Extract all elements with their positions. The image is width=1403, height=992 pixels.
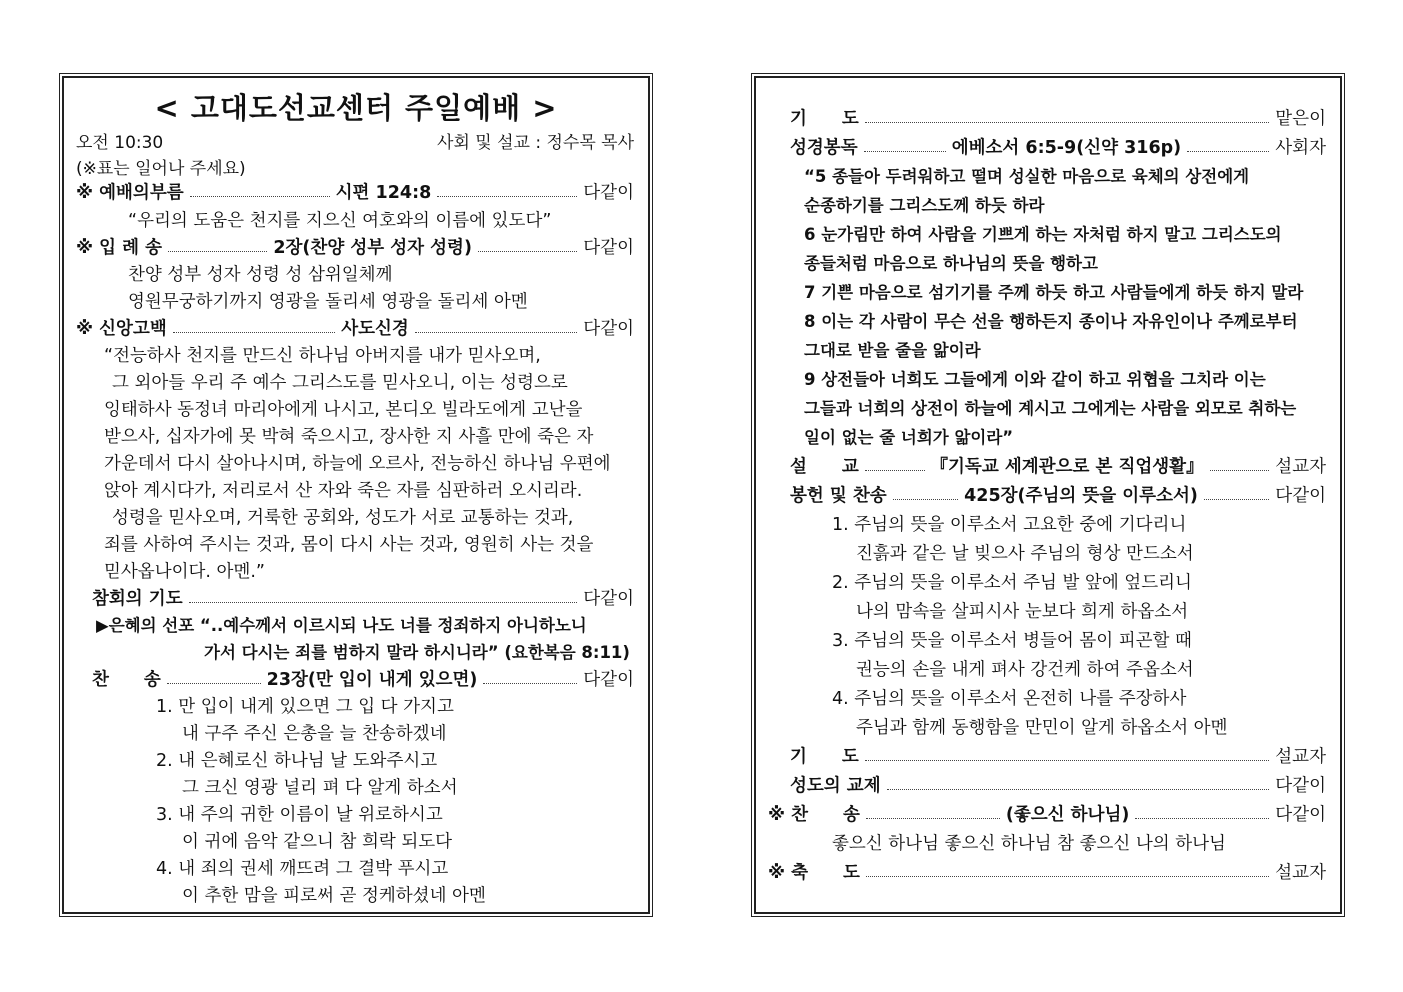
creed-line: 잉태하사 동정녀 마리아에게 나시고, 본디오 빌라도에게 고난을 xyxy=(104,400,583,420)
creed-line: 그 외아들 우리 주 예수 그리스도를 믿사오니, 이는 성령으로 xyxy=(112,373,568,393)
hymn-verse-cont: 진흙과 같은 날 빚으사 주님의 형상 만드소서 xyxy=(856,544,1194,564)
prayer-performer: 설교자 xyxy=(1275,747,1326,767)
creed-line: “전능하사 천지를 만드신 하나님 아버지를 내가 믿사오며, xyxy=(104,346,541,366)
hymn-title: 23장(만 입이 내게 있으면) xyxy=(266,670,478,690)
song-title: (좋으신 하나님) xyxy=(1005,805,1130,825)
scripture-line: 순종하기를 그리스도께 하듯 하라 xyxy=(804,196,1045,215)
call-performer: 다같이 xyxy=(583,183,634,203)
hymn-verse-cont: 주님과 함께 동행함을 만민이 알게 하옵소서 아멘 xyxy=(856,718,1228,738)
scripture-label: 성경봉독 xyxy=(790,138,858,158)
scripture-line: 7 기쁜 마음으로 섬기기를 주께 하듯 하고 사람들에게 하듯 하지 말라 xyxy=(804,283,1304,302)
sermon-label: 설 교 xyxy=(790,457,859,477)
hymn-performer: 다같이 xyxy=(583,670,634,690)
hymn-verse-cont: 권능의 손을 내게 펴사 강건케 하여 주옵소서 xyxy=(856,660,1194,680)
fellowship-row xyxy=(790,772,1326,800)
repent-label: 참회의 기도 xyxy=(92,589,183,609)
scripture-line: 6 눈가림만 하여 사람을 기쁘게 하는 자처럼 하지 말고 그리스도의 xyxy=(804,225,1282,244)
leader-dots xyxy=(415,332,577,333)
hymn-verse-cont: 내 구주 주신 은총을 늘 찬송하겠네 xyxy=(182,724,447,744)
hymn-verse: 2. 내 은혜로신 하나님 날 도와주시고 xyxy=(156,751,438,771)
leader-dots xyxy=(167,683,261,684)
creed-label: ※ 신앙고백 xyxy=(76,319,167,339)
song-performer: 다같이 xyxy=(1275,805,1327,825)
call-to-worship-row xyxy=(76,179,634,207)
service-leader: 사회 및 설교 : 정수목 목사 xyxy=(437,133,634,153)
repent-performer: 다같이 xyxy=(583,589,634,609)
leader-dots xyxy=(865,122,1269,123)
leader-dots xyxy=(189,602,578,603)
leader-dots xyxy=(865,760,1269,761)
scripture-line: “5 종들아 두려워하고 떨며 성실한 마음으로 육체의 상전에게 xyxy=(804,167,1250,186)
scripture-line: 9 상전들아 너희도 그들에게 이와 같이 하고 위협을 그치라 이는 xyxy=(804,370,1266,389)
leader-dots xyxy=(478,251,577,252)
closing-song-row xyxy=(768,801,1326,829)
call-label: ※ 예배의부름 xyxy=(76,183,184,203)
leader-dots xyxy=(1210,470,1270,471)
hymn-verse: 3. 내 주의 귀한 이름이 날 위로하시고 xyxy=(156,805,443,825)
leader-dots xyxy=(437,196,577,197)
offering-hymn-row xyxy=(790,482,1326,510)
offering-label: 봉헌 및 찬송 xyxy=(790,486,887,506)
scripture-line: 그대로 받을 줄을 앎이라 xyxy=(804,341,981,360)
leader-dots xyxy=(1135,818,1269,819)
creed-line: 가운데서 다시 살아나시며, 하늘에 오르사, 전능하신 하나님 우편에 xyxy=(104,454,611,474)
sermon-row xyxy=(790,453,1326,481)
scripture-line: 8 이는 각 사람이 무슨 선을 행하든지 종이나 자유인이나 주께로부터 xyxy=(804,312,1298,331)
benediction-label: ※ 축 도 xyxy=(768,863,860,883)
leader-dots xyxy=(865,470,925,471)
hymn-verse-cont: 이 추한 맘을 피로써 곧 정케하셨네 아멘 xyxy=(182,886,486,906)
leader-dots xyxy=(1187,151,1269,152)
creed-line: 받으사, 십자가에 못 박혀 죽으시고, 장사한 지 사흘 만에 죽은 자 xyxy=(104,427,594,447)
hymn-verse: 1. 만 입이 내게 있으면 그 입 다 가지고 xyxy=(156,697,454,717)
sermon-performer: 설교자 xyxy=(1275,457,1327,477)
benediction-row xyxy=(768,859,1326,887)
creed-line: 죄를 사하여 주시는 것과, 몸이 다시 사는 것과, 영원히 사는 것을 xyxy=(104,535,594,555)
leader-dots xyxy=(1204,499,1269,500)
entrance-hymn-title: 2장(찬양 성부 성자 성령) xyxy=(273,238,472,258)
entrance-performer: 다같이 xyxy=(583,238,634,258)
scripture-reading-row xyxy=(790,134,1326,162)
leader-dots xyxy=(887,789,1270,790)
leader-dots xyxy=(864,151,946,152)
creed-line: 성령을 믿사오며, 거룩한 공회와, 성도가 서로 교통하는 것과, xyxy=(112,508,574,528)
entrance-label: ※ 입 례 송 xyxy=(76,238,163,258)
creed-line: 앉아 계시다가, 저리로서 산 자와 죽은 자를 심판하러 오시리라. xyxy=(104,481,583,501)
entrance-hymn-row xyxy=(76,234,634,262)
lyric-line: 찬양 성부 성자 성령 성 삼위일체께 xyxy=(128,265,393,285)
prayer-row xyxy=(790,105,1326,133)
repentance-prayer-row xyxy=(92,585,634,613)
scripture-line: 일이 없는 줄 너희가 앎이라” xyxy=(804,428,1014,447)
hymn-label: 찬 송 xyxy=(92,670,161,690)
scripture-reference: 에베소서 6:5-9(신약 316p) xyxy=(951,138,1182,158)
benediction-performer: 설교자 xyxy=(1275,863,1326,883)
creed-row xyxy=(76,315,634,343)
hymn-verse: 1. 주님의 뜻을 이루소서 고요한 중에 기다리니 xyxy=(832,515,1187,535)
leader-dots xyxy=(168,251,267,252)
offering-performer: 다같이 xyxy=(1275,486,1327,506)
grace-declaration: ▶은혜의 선포 “..예수께서 이르시되 나도 너를 정죄하지 아니하노니 xyxy=(96,616,587,635)
leader-dots xyxy=(866,818,1000,819)
page-title: < 고대도선교센터 주일예배 > xyxy=(154,91,558,125)
scripture-line: 그들과 너희의 상전이 하늘에 계시고 그에게는 사람을 외모로 취하는 xyxy=(804,399,1297,418)
hymn-verse-cont: 나의 맘속을 살피시사 눈보다 희게 하옵소서 xyxy=(856,602,1189,622)
hymn-row xyxy=(92,666,634,694)
offering-hymn-title: 425장(주님의 뜻을 이루소서) xyxy=(964,486,1198,506)
service-time: 오전 10:30 xyxy=(76,133,164,153)
grace-declaration-cont: 가서 다시는 죄를 범하지 말라 하시니라” (요한복음 8:11) xyxy=(204,643,630,662)
creed-title: 사도신경 xyxy=(341,319,409,339)
left-bulletin-panel xyxy=(62,76,650,914)
lyric-line: 영원무궁하기까지 영광을 돌리세 영광을 돌리세 아멘 xyxy=(128,292,528,312)
scripture-line: 종들처럼 마음으로 하나님의 뜻을 행하고 xyxy=(804,254,1098,273)
hymn-verse: 4. 주님의 뜻을 이루소서 온전히 나를 주장하사 xyxy=(832,689,1187,709)
hymn-verse: 2. 주님의 뜻을 이루소서 주님 발 앞에 엎드리니 xyxy=(832,573,1192,593)
closing-prayer-row xyxy=(790,743,1326,771)
song-label: ※ 찬 송 xyxy=(768,805,860,825)
standing-note: (※표는 일어나 주세요) xyxy=(76,159,246,179)
leader-dots xyxy=(866,876,1269,877)
leader-dots xyxy=(483,683,577,684)
call-reference: 시편 124:8 xyxy=(335,183,432,203)
hymn-verse: 3. 주님의 뜻을 이루소서 병들어 몸이 피곤할 때 xyxy=(832,631,1192,651)
sermon-title: 『기독교 세계관으로 본 직업생활』 xyxy=(930,457,1204,477)
hymn-verse-cont: 그 크신 영광 널리 펴 다 알게 하소서 xyxy=(182,778,458,798)
creed-performer: 다같이 xyxy=(583,319,635,339)
leader-dots xyxy=(173,332,335,333)
creed-line: 믿사옵나이다. 아멘.” xyxy=(104,562,265,582)
prayer-label: 기 도 xyxy=(790,747,859,767)
hymn-verse: 4. 내 죄의 권세 깨뜨려 그 결박 푸시고 xyxy=(156,859,449,879)
prayer-performer: 맡은이 xyxy=(1275,109,1326,129)
right-bulletin-panel xyxy=(754,76,1342,914)
song-lyric: 좋으신 하나님 좋으신 하나님 참 좋으신 나의 하나님 xyxy=(832,834,1226,854)
call-text: “우리의 도움은 천지를 지으신 여호와의 이름에 있도다” xyxy=(128,211,552,231)
fellowship-performer: 다같이 xyxy=(1275,776,1326,796)
fellowship-label: 성도의 교제 xyxy=(790,776,881,796)
prayer-label: 기 도 xyxy=(790,109,859,129)
hymn-verse-cont: 이 귀에 음악 같으니 참 희락 되도다 xyxy=(182,832,453,852)
leader-dots xyxy=(893,499,958,500)
scripture-performer: 사회자 xyxy=(1275,138,1326,158)
leader-dots xyxy=(190,196,330,197)
